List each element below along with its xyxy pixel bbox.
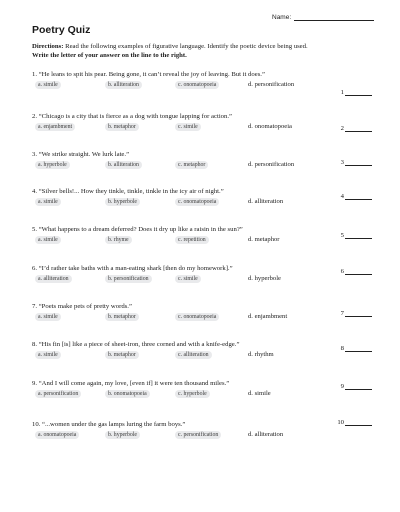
option-b[interactable]: b. alliteration: [105, 81, 142, 89]
question-text: [32, 341, 372, 349]
option-a[interactable]: a. enjambment: [35, 123, 75, 131]
option-a[interactable]: a. onomatopoeia: [35, 431, 79, 439]
question-quote: “Silver bells!... How they tinkle, tinkle, tinkle in the icy air of night.”: [38, 188, 224, 195]
option-a[interactable]: a. simile: [35, 81, 61, 89]
option-b[interactable]: b. metaphor: [105, 351, 139, 359]
option-d[interactable]: d. simile: [248, 390, 271, 397]
option-b[interactable]: b. personification: [105, 275, 152, 283]
question-number: 3.: [32, 151, 38, 158]
option-c[interactable]: c. alliteration: [175, 351, 212, 359]
answer-line: [345, 345, 372, 352]
option-a[interactable]: a. alliteration: [35, 275, 72, 283]
question-9: [32, 380, 372, 397]
question-2: [32, 113, 372, 132]
option-d[interactable]: d. onomatopoeia: [248, 123, 292, 130]
question-quote: “Chicago is a city that is fierce as a dog with tongue lapping for action.”: [38, 113, 233, 120]
answer-blank[interactable]: 8: [341, 345, 372, 352]
question-quote: “I’d rather take baths with a man-eating shark [then do my homework].”: [38, 265, 233, 272]
question-text: [32, 188, 372, 196]
option-c[interactable]: c. onomatopoeia: [175, 313, 219, 321]
name-blank-line[interactable]: [294, 14, 374, 21]
question-number: 10.: [32, 421, 41, 428]
answer-line: [345, 419, 372, 426]
option-c[interactable]: c. metaphor: [175, 161, 208, 169]
option-a[interactable]: a. personification: [35, 390, 81, 398]
question-text: [32, 265, 372, 273]
question-text: [32, 303, 372, 311]
question-text: [32, 380, 372, 388]
question-number: 6.: [32, 265, 38, 272]
question-4: [32, 188, 372, 205]
question-1: [32, 71, 372, 96]
question-10: [32, 419, 372, 438]
question-number: 7.: [32, 303, 38, 310]
answer-line: [345, 89, 372, 96]
answer-line: [345, 268, 372, 275]
option-c[interactable]: c. simile: [175, 275, 201, 283]
answer-line: [345, 383, 372, 390]
answer-line: [345, 193, 372, 200]
directions-text: Read the following examples of figurative language. Identify the poetic device being used.: [65, 43, 308, 50]
answer-blank[interactable]: 9: [341, 383, 372, 390]
question-6: [32, 265, 372, 282]
question-text: [32, 71, 372, 79]
option-c[interactable]: c. simile: [175, 123, 201, 131]
page-title: Poetry Quiz: [32, 24, 91, 36]
question-number: 2.: [32, 113, 38, 120]
answer-blank[interactable]: 3: [341, 159, 372, 166]
question-quote: “And I will come again, my love, [even if] it were ten thousand miles.”: [38, 380, 230, 387]
answer-blank[interactable]: 4: [341, 193, 372, 200]
answer-line: [345, 310, 372, 317]
answer-blank[interactable]: 1: [341, 89, 372, 96]
option-b[interactable]: b. metaphor: [105, 313, 139, 321]
option-b[interactable]: b. alliteration: [105, 161, 142, 169]
answer-blank[interactable]: 2: [341, 125, 372, 132]
option-b[interactable]: b. onomatopoeia: [105, 390, 150, 398]
option-c[interactable]: c. onomatopoeia: [175, 198, 219, 206]
option-c[interactable]: c. personification: [175, 431, 221, 439]
option-d[interactable]: d. metaphor: [248, 236, 280, 243]
option-b[interactable]: b. metaphor: [105, 123, 139, 131]
option-d[interactable]: d. enjambment: [248, 313, 288, 320]
question-8: [32, 341, 372, 358]
question-text: [32, 226, 372, 234]
question-number: 1.: [32, 71, 38, 78]
question-number: 5.: [32, 226, 38, 233]
option-a[interactable]: a. simile: [35, 198, 61, 206]
question-text: [32, 421, 372, 429]
question-quote: “We strike straight. We lurk late.”: [38, 151, 130, 158]
option-d[interactable]: d. personification: [248, 81, 295, 88]
option-a[interactable]: a. simile: [35, 351, 61, 359]
answer-blank[interactable]: 7: [341, 310, 372, 317]
option-b[interactable]: b. rhyme: [105, 236, 132, 244]
question-quote: “What happens to a dream deferred? Does it dry up like a raisin in the sun?”: [38, 226, 243, 233]
option-a[interactable]: a. hyperbole: [35, 161, 70, 169]
option-b[interactable]: b. hyperbole: [105, 431, 140, 439]
option-d[interactable]: d. hyperbole: [248, 275, 281, 282]
directions-label: Directions:: [32, 43, 64, 50]
question-quote: “...women under the gas lamps luring the farm boys.”: [42, 421, 186, 428]
option-a[interactable]: a. simile: [35, 313, 61, 321]
option-a[interactable]: a. simile: [35, 236, 61, 244]
directions: [32, 43, 372, 60]
name-field: [272, 14, 374, 21]
directions-bold-line: Write the letter of your answer on the line to the right.: [32, 51, 187, 59]
question-5: [32, 226, 372, 243]
option-d[interactable]: d. alliteration: [248, 431, 284, 438]
question-quote: “Poets make pets of pretty words.”: [38, 303, 132, 310]
name-label: Name:: [272, 14, 292, 21]
answer-line: [345, 125, 372, 132]
answer-blank[interactable]: 6: [341, 268, 372, 275]
question-text: [32, 113, 372, 121]
answer-line: [345, 159, 372, 166]
option-d[interactable]: d. personification: [248, 161, 295, 168]
question-quote: “He leans to spit his pear. Being gone, it can’t reveal the joy of leaving. But it does.”: [38, 71, 265, 78]
option-d[interactable]: d. rhythm: [248, 351, 274, 358]
question-quote: “His fin [is] like a piece of sheet-iron, three corned and with a knife-edge.”: [38, 341, 240, 348]
answer-blank[interactable]: 10: [337, 419, 372, 426]
question-3: [32, 151, 372, 168]
option-d[interactable]: d. alliteration: [248, 198, 284, 205]
option-c[interactable]: c. repetition: [175, 236, 209, 244]
option-c[interactable]: c. hyperbole: [175, 390, 210, 398]
question-text: [32, 151, 372, 159]
option-c[interactable]: c. onomatopoeia: [175, 81, 219, 89]
question-number: 8.: [32, 341, 38, 348]
answer-line: [345, 232, 372, 239]
question-number: 4.: [32, 188, 38, 195]
question-number: 9.: [32, 380, 38, 387]
answer-blank[interactable]: 5: [341, 232, 372, 239]
question-7: [32, 303, 372, 320]
option-b[interactable]: b. hyperbole: [105, 198, 140, 206]
